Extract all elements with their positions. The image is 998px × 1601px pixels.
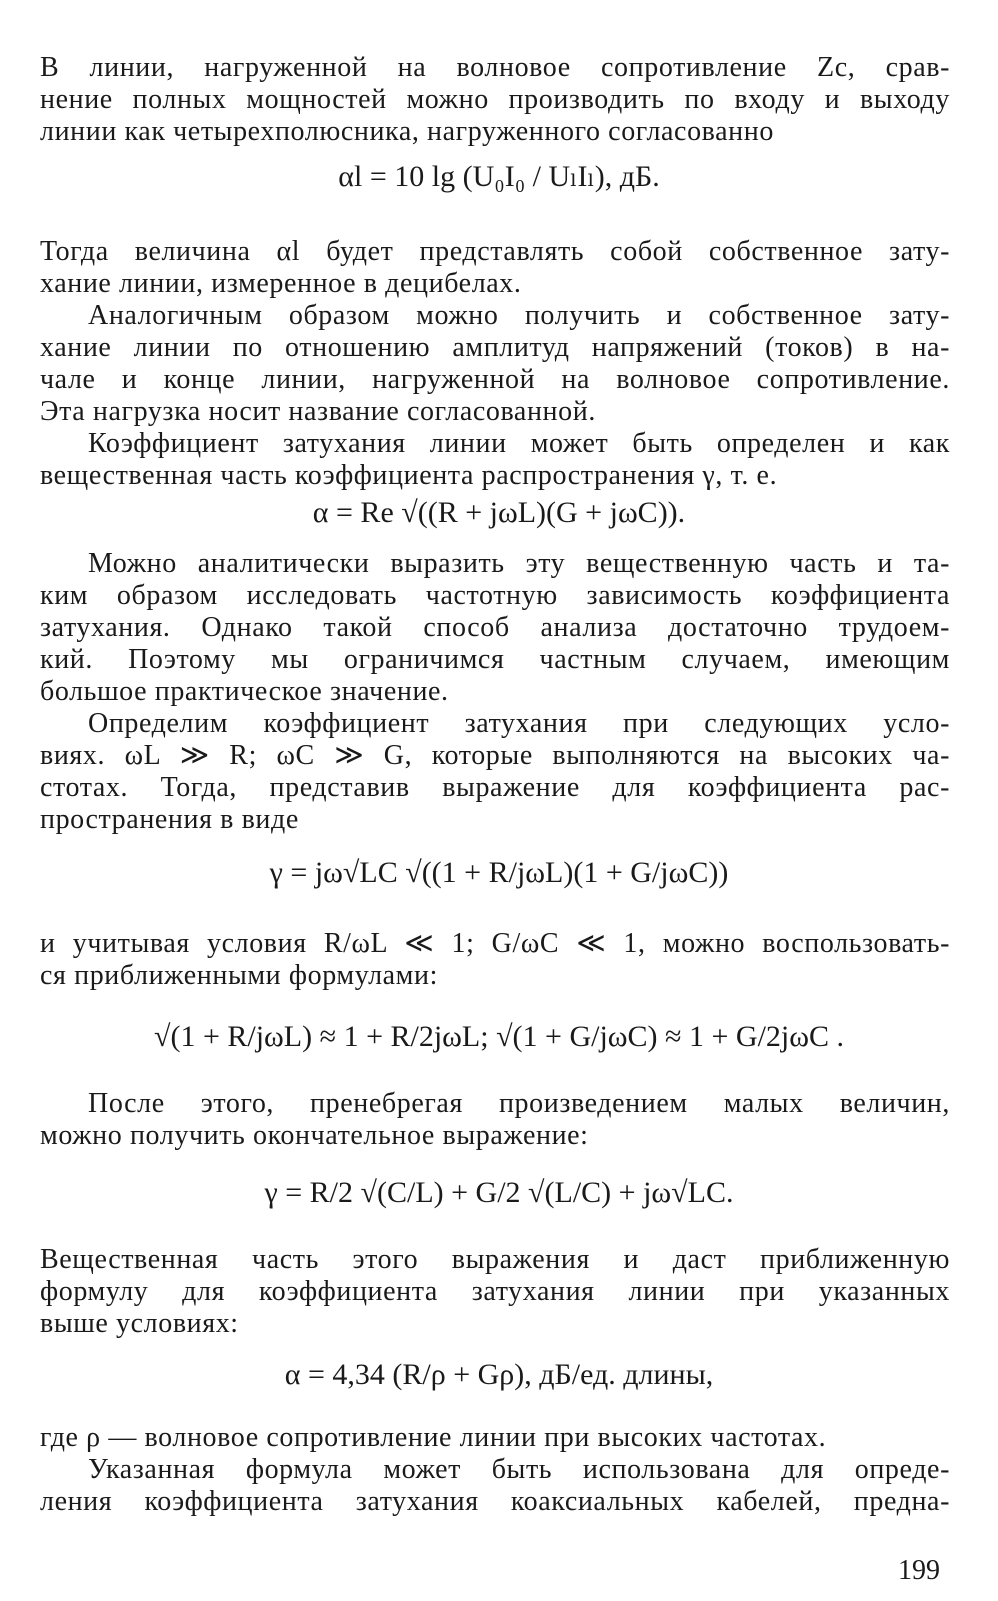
formula-attenuation-real-part: α = Re √((R + jωL)(G + jωC)). [312,496,686,529]
text-line: вещественная часть коэффициента распространения γ, т. е. [40,460,778,491]
text-line: Определим коэффициент затухания при следующих усло- [88,708,950,739]
formula-propagation-coefficient: γ = jω√LC √((1 + R/jωL)(1 + G/jωC)) [269,856,729,889]
text-line: Аналогичным образом можно получить и собственное зату- [88,300,950,331]
text-line: После этого, пренебрегая произведением малых величин, [88,1088,950,1119]
text-line: кий. Поэтому мы ограничимся частным случаем, имеющим [40,644,950,675]
formula-attenuation-approx: α = 4,34 (R/ρ + Gρ), дБ/ед. длины, [284,1358,714,1391]
text-line: хание линии, измеренное в децибелах. [40,268,522,299]
text-line: пространения в виде [40,804,299,835]
page-number: 199 [898,1555,940,1586]
text-line: хание линии по отношению амплитуд напряжений (токов) в на- [40,332,950,363]
text-line: выше условиях: [40,1308,239,1339]
formula-approximations: √(1 + R/jωL) ≈ 1 + R/2jωL; √(1 + G/jωC) ≈ 1 + G/2jωC . [153,1020,844,1053]
formula-own-attenuation: αl = 10 lg (U₀I₀ / UₗIₗ), дБ. [338,160,660,193]
text-line: ления коэффициента затухания коаксиальных кабелей, предна- [40,1486,950,1517]
text-line: формулу для коэффициента затухания линии при указанных [40,1276,950,1307]
text-line: и учитывая условия R/ωL ≪ 1; G/ωC ≪ 1, можно воспользовать- [40,928,950,959]
text-line: ся приближенными формулами: [40,960,438,991]
formula-final-expression: γ = R/2 √(C/L) + G/2 √(L/C) + jω√LC. [264,1176,734,1209]
text-line: Можно аналитически выразить эту вещественную часть и та- [88,548,950,579]
text-line: В линии, нагруженной на волновое сопротивление Zc, срав- [40,52,950,83]
text-line: ким образом исследовать частотную зависимость коэффициента [40,580,950,611]
text-line: линии как четырехполюсника, нагруженного согласованно [40,116,774,147]
text-line: чале и конце линии, нагруженной на волновое сопротивление. [40,364,950,395]
text-line: где ρ — волновое сопротивление линии при высоких частотах. [40,1422,827,1453]
text-line: Тогда величина αl будет представлять собой собственное зату- [40,236,950,267]
text-line: затухания. Однако такой способ анализа достаточно трудоем- [40,612,950,643]
text-line: большое практическое значение. [40,676,449,707]
text-line: Указанная формула может быть использована для опреде- [88,1454,950,1485]
text-line: можно получить окончательное выражение: [40,1120,589,1151]
text-line: Эта нагрузка носит название согласованной. [40,396,596,427]
text-line: Вещественная часть этого выражения и даст приближенную [40,1244,950,1275]
text-line: стотах. Тогда, представив выражение для коэффициента рас- [40,772,950,803]
text-line: виях. ωL ≫ R; ωC ≫ G, которые выполняются на высоких ча- [40,740,950,771]
text-line: нение полных мощностей можно производить по входу и выходу [40,84,950,115]
text-line: Коэффициент затухания линии может быть определен и как [88,428,950,459]
